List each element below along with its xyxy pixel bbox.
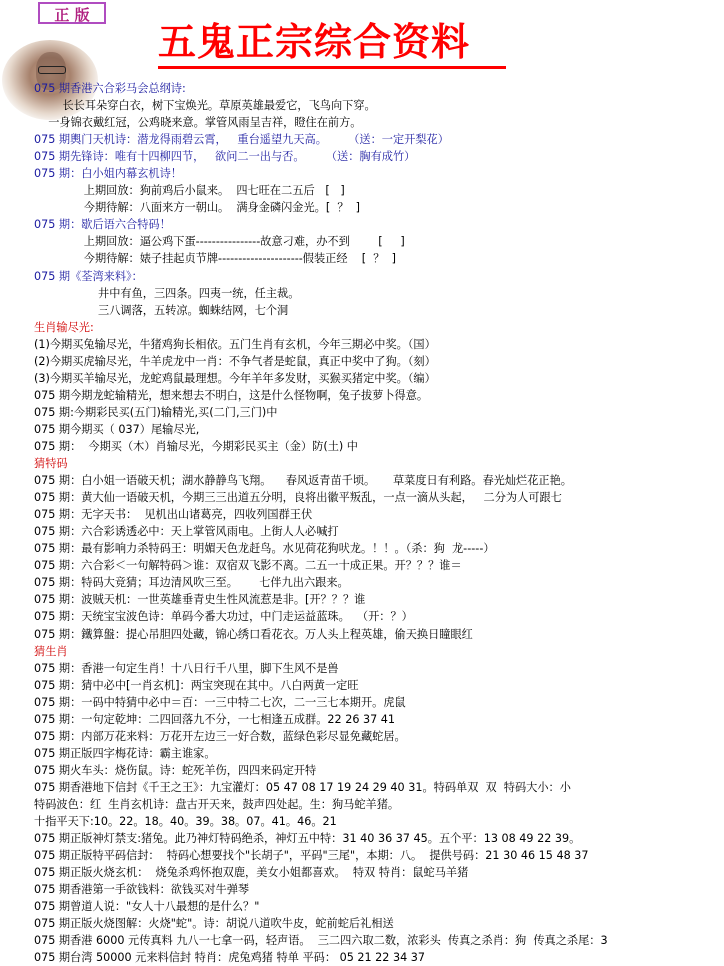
page-title: 五鬼正宗综合资料 [158, 19, 471, 64]
document-line: 075 期正版神灯禁支:猪兔。此乃神灯特码绝杀，神灯五中特：31 40 36 37 45。五个平：13 08 49 22 39。 [34, 832, 581, 846]
document-line: 075 期：猜中必中[一肖玄机]：两宝突现在其中。八白两黄一定旺 [34, 678, 359, 692]
document-line: 075 期台湾 50000 元来料信封 特肖：虎兔鸡猪 特单 平码： 05 21 22 34 37 [34, 951, 425, 965]
document-line: 今期待解：八面来方一朝山。 满身金磷闪金光。[ ？ ] [34, 201, 360, 215]
document-line: 075 期火车头：烧伤鼠。诗：蛇死羊伤，四四来码定开特 [34, 763, 317, 777]
document-line: 075 期香港 6000 元传真料 九八一七拿一码，轻声语。 三二四六取二数，浓彩头 传真之杀肖：狗 传真之杀尾：3 [34, 934, 608, 948]
document-line: 075 期：特码大竞猜；耳边清风吹三至。 七伴九出六跟来。 [34, 576, 349, 590]
document-line: 075 期正版特平码信封： 特码心想要找个"长胡子"，平码"三尾"，本期：八。 提供号码：21 30 46 15 48 37 [34, 849, 589, 863]
document-line: 075 期：一句定乾坤：二四回落九不分，一七相逢五成群。22 26 37 41 [34, 712, 396, 726]
document-line: 075 期：最有影响力杀特码王：明媚天色龙赶鸟。水见荷花狗吠龙。！！。（杀：狗 龙-----） [34, 542, 495, 556]
document-line: 075 期：天统宝宝波色诗：单码今番大功过，中门走运益蓝珠。 （开：？） [34, 610, 413, 624]
document-line: 075 期今期龙蛇输精光，想来想去不明白，这是什么怪物啊，兔子拔萝卜得意。 [34, 388, 429, 402]
document-line: 075 期：香港一句定生肖！十八日行千八里，脚下生风不是兽 [34, 661, 339, 675]
document-line: 075 期：波贼天机：一世英雄垂青史生性风流惹是非。[开？？？谁 [34, 593, 366, 607]
document-line: 075 期：白小姐内幕玄机诗！ [34, 167, 182, 181]
document-line: 075 期：鐵算盤：提心吊胆四处藏，锦心绣口看花衣。万人头上程英雄，偷天换日瞳眼红 [34, 627, 473, 641]
document-line: 075 期正版四字梅花诗：霸主谁家。 [34, 746, 216, 760]
document-line: 075 期：黄大仙一语破天机，今期三三出道五分明，良将出徽平叛乱，一点一滴从头起， 二分为人可跟七 [34, 491, 562, 505]
document-line: 075 期：白小姐一语破天机；湖水静静鸟飞翔。 春风返青苗千顷。 草菜度日有利路。春光灿烂花正艳。 [34, 474, 572, 488]
title-underline [158, 66, 506, 69]
document-body [34, 80, 722, 966]
document-line: 猜特码 [34, 457, 68, 471]
document-line: 075 期：六合彩诱透必中：天上掌管风雨电。上街人人必喊打 [34, 525, 339, 539]
document-line: 特码波色：红 生肖玄机诗：盘古开天来，鼓声四处起。生：狗马蛇羊猪。 [34, 797, 400, 811]
document-line: 075 期：六合彩＜一句解特码＞谁：双宿双飞影不离。二五一十成正果。开？？？谁＝ [34, 559, 462, 573]
document-line: 075 期今期买（ 037）尾输尽光, [34, 422, 200, 436]
edition-badge: 正 版 [38, 2, 106, 24]
document-line: 上期回放：逼公鸡下蛋----------------故意刁难，办不到 [ ] [34, 235, 405, 249]
document-line: 075 期正版火烧图解：火烧"蛇"。诗：胡说八道吹牛皮，蛇前蛇后礼相送 [34, 917, 394, 931]
document-line: 075 期先锋诗：唯有十四柳四节， 欲问二一出与否。 （送：胸有成竹） [34, 150, 416, 164]
document-line: 十指平天下:10。22。18。40。39。38。07。41。46。21 [34, 815, 337, 829]
document-line: 长长耳朵穿白衣，树下宝焕光。草原英雄最爱它，飞鸟向下穿。 [34, 99, 376, 113]
document-line: 井中有鱼，三四条。四夷一统，任主裁。 [34, 286, 300, 300]
document-line: 生肖输尽光: [34, 320, 94, 334]
document-line: 今期待解：婊子挂起贞节牌---------------------假装正经 [ ？ ] [34, 252, 396, 266]
document-line: 075 期：无字天书： 见机出山诸葛亮，四收列国群王伏 [34, 508, 313, 522]
document-line: (3)今期买羊输尽光，龙蛇鸡鼠最理想。今年羊年多发财，买猴买猪定中奖。（编） [34, 371, 436, 385]
document-line: 075 期：歇后语六合特码！ [34, 218, 171, 232]
document-line: (2)今期买虎输尽光，牛羊虎龙中一肖：不争气者是蛇鼠，真正中奖中了狗。（刻） [34, 354, 436, 368]
document-line: 075 期曾道人说："女人十八最想的是什么？" [34, 900, 260, 914]
document-line: 猜生肖 [34, 644, 68, 658]
document-line: 075 期:今期彩民买(五门)输精光,买(二门,三门)中 [34, 405, 278, 419]
document-line: 075 期《荃湾来料》： [34, 269, 143, 283]
document-line: 075 期： 今期买（木）肖输尽光，今期彩民买主（金）防(土) 中 [34, 439, 358, 453]
document-line: 075 期：内部万花来料：万花开左边三一好合数，蓝绿色彩尽显免藏蛇居。 [34, 729, 406, 743]
document-line: 075 期香港第一手欲钱料：欲钱买对牛弹琴 [34, 883, 250, 897]
document-line: 075 期：一码中特猜中必中＝百：一三中特二七次，二一三七本期开。虎鼠 [34, 695, 406, 709]
document-line: 上期回放：狗前鸡后小鼠来。 四七旺在二五后 [ ] [34, 184, 345, 198]
document-line: 一身锦衣戴红冠，公鸡晓来意。掌管风雨呈吉祥，瞪住在前方。 [34, 116, 362, 130]
document-line: 075 期香港六合彩马会总纲诗: [34, 82, 186, 95]
document-line: 三八调落，五转凉。蜘蛛结网，七个洞 [34, 303, 289, 317]
document-line: 075 期正版火烧玄机： 烧兔杀鸡怀抱双鹿，美女小姐都喜欢。 特双 特肖：鼠蛇马羊猪 [34, 866, 469, 880]
document-line: 075 期輿门天机诗：潜龙得雨碧云霄， 重台遥望九天高。 （送：一定开梨花） [34, 133, 449, 147]
document-line: 075 期香港地下信封《千王之王》：九宝灌灯：05 47 08 17 19 24 29 40 31。特码单双 双 特码大小：小 [34, 780, 571, 794]
portrait-glasses [38, 66, 66, 74]
document-line: (1)今期买兔输尽光，牛猪鸡狗长相依。五门生肖有玄机，今年三期必中奖。（国） [34, 337, 436, 351]
